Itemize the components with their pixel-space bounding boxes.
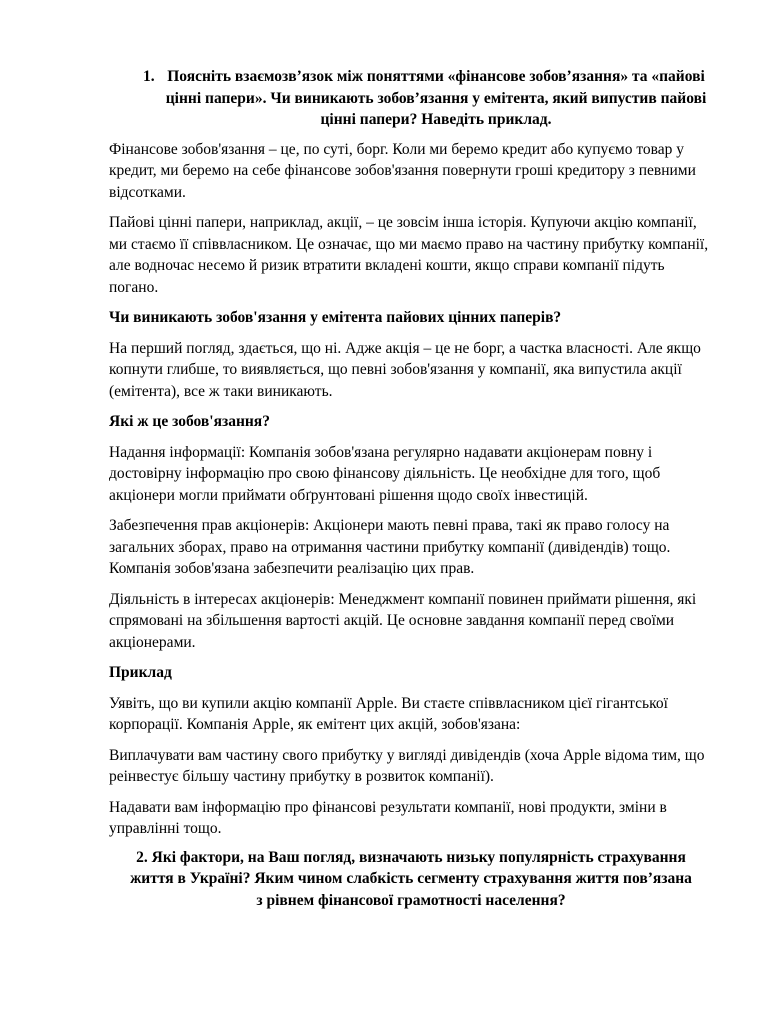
example-dividends: Виплачувати вам частину свого прибутку у вигляді дивідендів (хоча Apple відома тим, що реінвестує більшу частину прибутку в розвиток компанії).	[109, 746, 705, 785]
obligation-shareholder-interests: Діяльність в інтересах акціонерів: Менеджмент компанії повинен приймати рішення, які спрямовані на збільшення вартості акцій. Це основне завдання компанії перед своїми акціонерами.	[109, 590, 697, 651]
obligation-shareholder-rights: Забезпечення прав акціонерів: Акціонери мають певні права, такі як право голосу на загальних зборах, право на отримання частини прибутку компанії (дивідендів) тощо. Компанія зобов'язана забезпечити реалізацію цих прав.	[109, 517, 671, 577]
question-2-heading: 2. Які фактори, на Ваш погляд, визначають низьку популярність страхування життя в Україні? Яким чином слабкість сегменту страхування життя пов’язана з рівнем фінансової грамотності населення?	[130, 848, 692, 909]
question-1-number: 1.	[143, 68, 155, 85]
paragraph-equity-securities: Пайові цінні папери, наприклад, акції, – це зовсім інша історія. Купуючи акцію компанії, ми стаємо її співвласником. Це означає, що ми маємо право на частину прибутку компанії, але водночас несемо й ризик втратити вкладені кошти, якщо справи компанії підуть погано.	[109, 214, 709, 296]
question-1-heading	[109, 66, 713, 131]
paragraph-financial-obligation: Фінансове зобов'язання – це, по суті, борг. Коли ми беремо кредит або купуємо товар у кредит, ми беремо на себе фінансове зобов'язання повернути гроші кредитору з певними відсотками.	[109, 140, 696, 201]
question-1-text: Поясніть взаємозв’язок між поняттями «фінансове зобов’язання» та «пайові цінні папери». Чи виникають зобов’язання у емітента, який випустив пайові цінні папери? Наведіть приклад.	[165, 68, 707, 128]
paragraph-first-look: На перший погляд, здається, що ні. Адже акція – це не борг, а частка власності. Але якщо копнути глибше, то виявляється, що певні зобов'язання у компанії, яка випустила акції (емітента), все ж таки виникають.	[109, 339, 701, 400]
example-information: Надавати вам інформацію про фінансові результати компанії, нові продукти, зміни в управлінні тощо.	[109, 798, 667, 837]
heading-which-obligations: Які ж це зобов'язання?	[109, 413, 270, 430]
example-intro: Уявіть, що ви купили акцію компанії Apple. Ви стаєте співвласником цієї гігантської корпорації. Компанія Apple, як емітент цих акцій, зобов'язана:	[109, 694, 668, 733]
document-page	[109, 66, 713, 911]
heading-obligations-question: Чи виникають зобов'язання у емітента пайових цінних паперів?	[109, 309, 562, 326]
obligation-information: Надання інформації: Компанія зобов'язана регулярно надавати акціонерам повну і достовірну інформацію про свою фінансову діяльність. Це необхідне для того, щоб акціонери могли приймати обґрунтовані рішення щодо своїх інвестицій.	[109, 443, 661, 504]
heading-example: Приклад	[109, 664, 172, 681]
